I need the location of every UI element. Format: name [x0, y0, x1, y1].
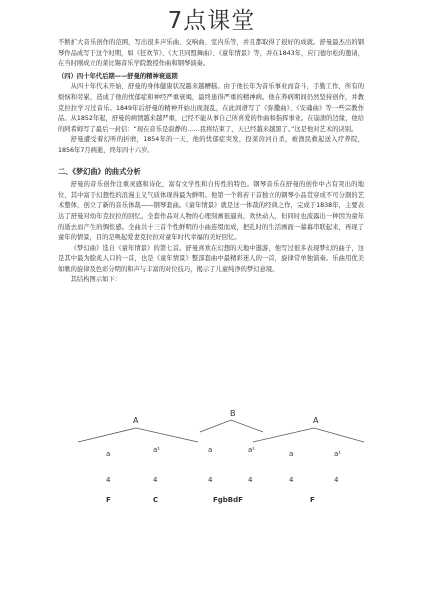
bracket-a1	[78, 428, 198, 442]
phrase-a2-1: a	[289, 450, 294, 458]
document-page	[58, 38, 364, 286]
section-label-b: B	[230, 410, 236, 418]
section-4-heading: （四）四十年代后期——舒曼的精神衰退期	[58, 72, 178, 80]
paragraph-4: 舒曼的音乐创作注重灵感和诗化，富有文学性和自传性的特色。钢琴音乐在舒曼的创作中占有突出的地位，其中富于幻想性的浪漫主义气质体现得最为鲜明。他第一个将若干首独立的钢琴小品贯穿成不可分割的艺术整体，创立了新的音乐体裁——钢琴套曲。《童年情景》就是这一体裁的经典之作，完成于1838年，主要表达了舒曼对幼年克拉拉的回忆。全套作品对人物的心理刻画很逼真，欢快动人，但同时也流露出一种因为童年的逝去而产生的惆怅感。全曲共十三首个性鲜明的小曲连缀而成，把孔时的生活画面一幕幕串联起来，再现了童年的情景，目的是唤起爱妻克拉拉对童年时代幸福的美好回忆。	[58, 181, 364, 242]
structure-diagram-svg	[58, 410, 364, 520]
bracket-b	[200, 420, 263, 432]
section-label-a2: A	[313, 416, 319, 425]
key-3: FgbBdF	[213, 496, 243, 504]
key-1: F	[106, 496, 111, 504]
structure-diagram	[58, 410, 364, 520]
phrase-a1-1: a	[106, 450, 111, 458]
paragraph-5: 《梦幻曲》选自《童年情景》的第七首。舒曼喜欢在幻想的天地中遨游，他写过很多表现梦幻的曲子，这是其中最为脍炙人口的一首，也是《童年情景》整部套曲中最精彩迷人的一首，旋律常单独演奏。乐曲用优美如歌的旋律及色彩分明的和声与丰富的对位技巧，揭示了儿童纯净的梦幻意境。	[58, 244, 364, 273]
key-4: F	[310, 496, 315, 504]
bracket-a2	[253, 428, 364, 442]
count-5: 4	[289, 476, 294, 484]
paragraph-2: 从四十年代末开始，舒曼的身体健康状况越来越糟糕。由于他长年为音乐事业而奋斗，手勤工作，所有的烦恼和劳累，造成了他的忧郁症和神经严重衰竭，最终患得严重的精神病。他在养病期间仍然坚持创作，并教克拉拉学习过音乐。1849年后舒曼的精神开始出现混乱，在此间谱写了《弥撒曲》、《安魂曲》等一些宗教作品。从1852年起，舒曼的病情越来越严重，已经不能从事自己所喜爱的作曲和指挥事业。在崩溃的边缘，他给的阿希姆写了最后一封信：“现在音乐是寂静的……我将结束了，天已经越来越黑了。”这是他对艺术的诀别。	[58, 83, 364, 133]
paragraph-6: 其结构图示如下：	[70, 276, 121, 284]
phrase-b-1: a	[208, 446, 213, 454]
count-4: 4	[248, 476, 253, 484]
count-3: 4	[208, 476, 213, 484]
section-2-heading: 二、《梦幻曲》的曲式分析	[58, 166, 141, 176]
paragraph-3: 舒曼遭受着幻听的折磨，1854年的一天，他的忧郁症突发，投莱茵河自杀，被渔民救起送入疗养院，1856年7月病逝，终年四十六岁。	[58, 136, 364, 154]
paragraph-1: 不断扩大音乐创作的范围，写出很多声乐曲、交响曲、室内乐等，并且都取得了很好的成就。舒曼最杰出的钢琴作品成写于这个时期，如《狂欢节》、《大卫同盟舞曲》、《童年情景》等，并在1843年，应门德尔松的邀请，在当时刚成立的莱比锡音乐学院教授作曲和钢琴演奏。	[58, 39, 364, 68]
watermark-logo: 7点课堂	[167, 8, 256, 34]
count-1: 4	[106, 476, 111, 484]
key-2: C	[153, 496, 159, 504]
count-6: 4	[334, 476, 339, 484]
phrase-b-2: a¹	[248, 446, 256, 454]
phrase-a1-2: a¹	[153, 446, 161, 454]
section-label-a1: A	[133, 416, 139, 425]
phrase-a2-2: a¹	[334, 450, 342, 458]
count-2: 4	[153, 476, 158, 484]
